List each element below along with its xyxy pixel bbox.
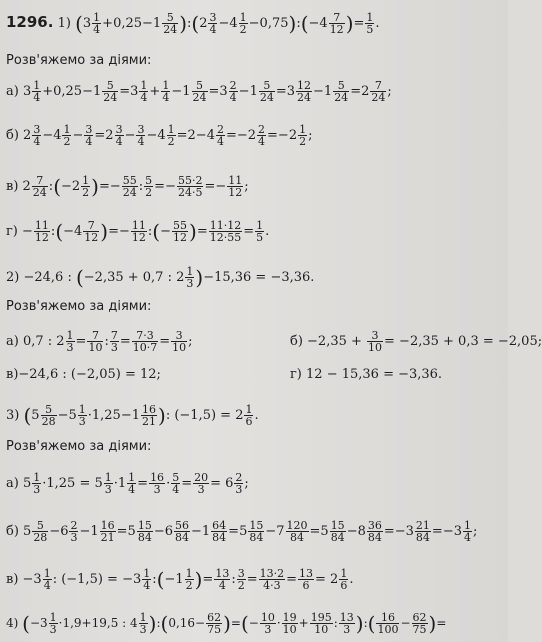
solution-heading-2: Розв'яжемо за діями: bbox=[6, 299, 152, 314]
step-2a: а) 0,7 : 2 $\frac{1}{3}$ = $\frac{7}{10}$ : $\frac{7}{3}$ = $\frac{7\cdot 3}{10\cdot 7}$ = $\frac{3}{10}$ ; bbox=[6, 329, 193, 354]
solution-heading-1: Розв'яжемо за діями: bbox=[6, 53, 152, 68]
step-1d: г) − $\frac{11}{12}$ :(−4 $\frac{7}{12}$ )=− $\frac{11}{12}$ :(− $\frac{55}{12}$ )= $\frac{11\cdot 12}{12\cdot 55}$ = $\frac{1}{5}$ . bbox=[6, 219, 270, 244]
problem-number: 1296. bbox=[6, 13, 54, 31]
step-2d: г) 12 − 15,36 = −3,36. bbox=[290, 367, 443, 382]
problem-3-statement: 3) (5 $\frac{5}{28}$ −5 $\frac{1}{3}$ ·1,25−1 $\frac{16}{21}$ ): (−1,5) = 2 $\frac{1}{6}$ . bbox=[6, 403, 259, 428]
problem-1-statement: 1296. 1) (3 $\frac{1}{4}$ +0,25−1 $\frac{5}{24}$ ):(2 $\frac{3}{4}$ −4 $\frac{1}{2}$ −0,75):(−4 $\frac{7}{12}$ )= $\frac{1}{5}$ . bbox=[6, 11, 380, 36]
part-1-label: 1) bbox=[57, 16, 71, 31]
solution-heading-3: Розв'яжемо за діями: bbox=[6, 439, 152, 454]
problem-4-statement: 4) (−3 $\frac{1}{3}$ ·1,9+19,5 : 4 $\frac{1}{3}$ ):(0,16− $\frac{62}{75}$ )=(− $\frac{10}{3}$ · $\frac{19}{10}$ + $\frac{195}{10}$ : $\frac{13}{3}$ ):( $\frac{16}{100}$ − $\frac{62}{75}$ )= bbox=[6, 611, 447, 636]
step-1c: в) 2 $\frac{7}{24}$ :(−2 $\frac{1}{2}$ )=− $\frac{55}{24}$ : $\frac{5}{2}$ =− $\frac{55\cdot 2}{24\cdot 5}$ =− $\frac{11}{12}$ ; bbox=[6, 174, 249, 199]
step-3b: б) 5 $\frac{5}{28}$ −6 $\frac{2}{3}$ −1 $\frac{16}{21}$ =5 $\frac{15}{84}$ −6 $\frac{56}{84}$ −1 $\frac{64}{84}$ =5 $\frac{15}{84}$ −7 $\frac{120}{84}$ =5 $\frac{15}{84}$ −8 $\frac{36}{84}$ =−3 $\frac{21}{84}$ =−3 $\frac{1}{4}$ ; bbox=[6, 519, 478, 544]
step-1b: б) 2 $\frac{3}{4}$ −4 $\frac{1}{2}$ − $\frac{3}{4}$ =2 $\frac{3}{4}$ − $\frac{3}{4}$ −4 $\frac{1}{2}$ =2−4 $\frac{2}{4}$ =−2 $\frac{2}{4}$ =−2 $\frac{1}{2}$ ; bbox=[6, 123, 313, 148]
step-2c: в)−24,6 : (−2,05) = 12; bbox=[6, 367, 161, 382]
problem-2-statement: 2) −24,6 : (−2,35 + 0,7 : 2 $\frac{1}{3}$ )−15,36 = −3,36. bbox=[6, 265, 315, 290]
step-1a: а) 3 $\frac{1}{4}$ +0,25−1 $\frac{5}{24}$ =3 $\frac{1}{4}$ + $\frac{1}{4}$ −1 $\frac{5}{24}$ =3 $\frac{2}{4}$ −1 $\frac{5}{24}$ =3 $\frac{12}{24}$ −1 $\frac{5}{24}$ =2 $\frac{7}{24}$ ; bbox=[6, 79, 392, 104]
step-3c: в) −3 $\frac{1}{4}$ : (−1,5) = −3 $\frac{1}{4}$ :(−1 $\frac{1}{2}$ )= $\frac{13}{4}$ : $\frac{3}{2}$ = $\frac{13\cdot 2}{4\cdot 3}$ = $\frac{13}{6}$ = 2 $\frac{1}{6}$ . bbox=[6, 567, 354, 592]
step-3a: а) 5 $\frac{1}{3}$ ·1,25 = 5 $\frac{1}{3}$ ·1 $\frac{1}{4}$ = $\frac{16}{3}$ · $\frac{5}{4}$ = $\frac{20}{3}$ = 6 $\frac{2}{3}$ ; bbox=[6, 471, 249, 496]
step-2b: б) −2,35 + $\frac{3}{10}$ = −2,35 + 0,3 = −2,05; bbox=[290, 329, 542, 354]
